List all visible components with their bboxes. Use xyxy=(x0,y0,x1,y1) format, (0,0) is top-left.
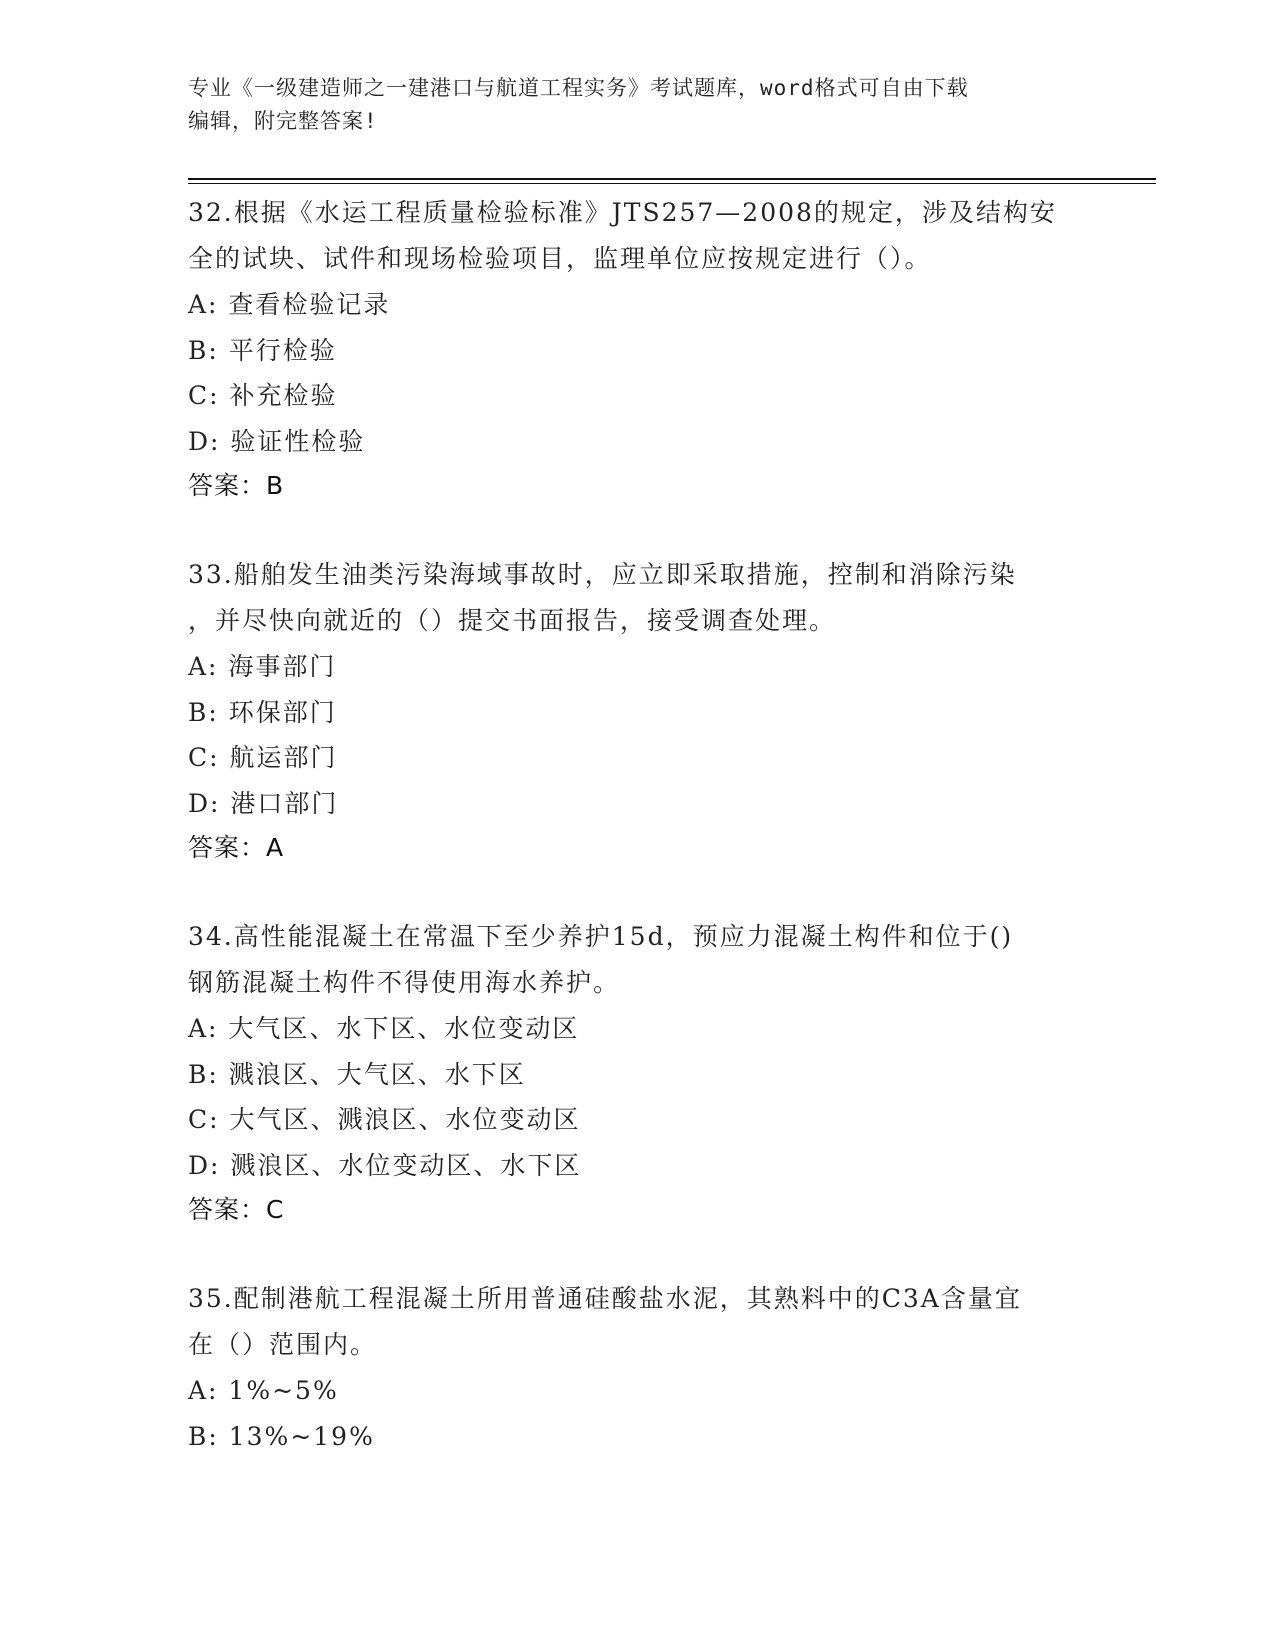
question-32 xyxy=(188,190,1088,508)
answer-line xyxy=(188,826,1088,870)
option-b: B: 溅浪区、大气区、水下区 xyxy=(188,1059,526,1089)
question-spacer xyxy=(188,870,1088,914)
option-list xyxy=(188,1368,1088,1459)
option-c: C: 大气区、溅浪区、水位变动区 xyxy=(188,1105,581,1134)
question-stem-line-1: 32.根据《水运工程质量检验标准》JTS257—2008的规定，涉及结构安 xyxy=(188,198,1057,227)
question-35 xyxy=(188,1276,1088,1459)
option-list xyxy=(188,644,1088,826)
option-b: B: 环保部门 xyxy=(188,697,337,727)
option-c: C: 补充检验 xyxy=(188,381,338,410)
answer-value: A xyxy=(266,833,285,862)
question-stem-line-1: 33.船舶发生油类污染海域事故时，应立即采取措施，控制和消除污染 xyxy=(188,560,1017,589)
question-spacer xyxy=(188,508,1088,552)
option-list xyxy=(188,282,1088,464)
question-stem-line-2: 全的试块、试件和现场检验项目，监理单位应按规定进行（）。 xyxy=(188,244,932,273)
header-line-1: 专业《一级建造师之一建港口与航道工程实务》考试题库，word格式可自由下载 xyxy=(188,76,969,100)
question-stem-line-2: ，并尽快向就近的（）提交书面报告，接受调查处理。 xyxy=(188,606,837,635)
option-a: A: 1%~5% xyxy=(188,1376,339,1405)
option-d: D: 溅浪区、水位变动区、水下区 xyxy=(188,1150,582,1180)
question-stem-line-2: 在（）范围内。 xyxy=(188,1330,378,1359)
answer-line xyxy=(188,1188,1088,1232)
header-divider-thin xyxy=(188,183,1156,184)
option-a: A: 查看检验记录 xyxy=(188,290,391,319)
option-b: B: 13%~19% xyxy=(188,1421,375,1451)
option-a: A: 大气区、水下区、水位变动区 xyxy=(188,1014,580,1043)
question-34 xyxy=(188,914,1088,1232)
option-b: B: 平行检验 xyxy=(188,335,337,365)
answer-label: 答案： xyxy=(188,1195,267,1224)
answer-label: 答案： xyxy=(188,471,267,500)
question-33 xyxy=(188,552,1088,870)
answer-line xyxy=(188,464,1088,508)
option-a: A: 海事部门 xyxy=(188,652,337,681)
option-list xyxy=(188,1006,1088,1188)
document-header xyxy=(188,72,1088,138)
question-stem-line-2: 钢筋混凝土构件不得使用海水养护。 xyxy=(188,968,621,997)
question-spacer xyxy=(188,1232,1088,1276)
answer-label: 答案： xyxy=(188,833,267,862)
header-line-2: 编辑，附完整答案! xyxy=(188,109,378,133)
question-stem-line-1: 35.配制港航工程混凝土所用普通硅酸盐水泥，其熟料中的C3A含量宜 xyxy=(188,1284,1022,1313)
answer-value: C xyxy=(266,1195,285,1224)
header-divider-thick xyxy=(188,178,1156,180)
question-list xyxy=(188,190,1088,1459)
option-d: D: 验证性检验 xyxy=(188,426,366,456)
option-c: C: 航运部门 xyxy=(188,743,338,772)
question-stem-line-1: 34.高性能混凝土在常温下至少养护15d，预应力混凝土构件和位于() xyxy=(188,922,1014,951)
answer-value: B xyxy=(266,471,285,500)
option-d: D: 港口部门 xyxy=(188,788,339,818)
